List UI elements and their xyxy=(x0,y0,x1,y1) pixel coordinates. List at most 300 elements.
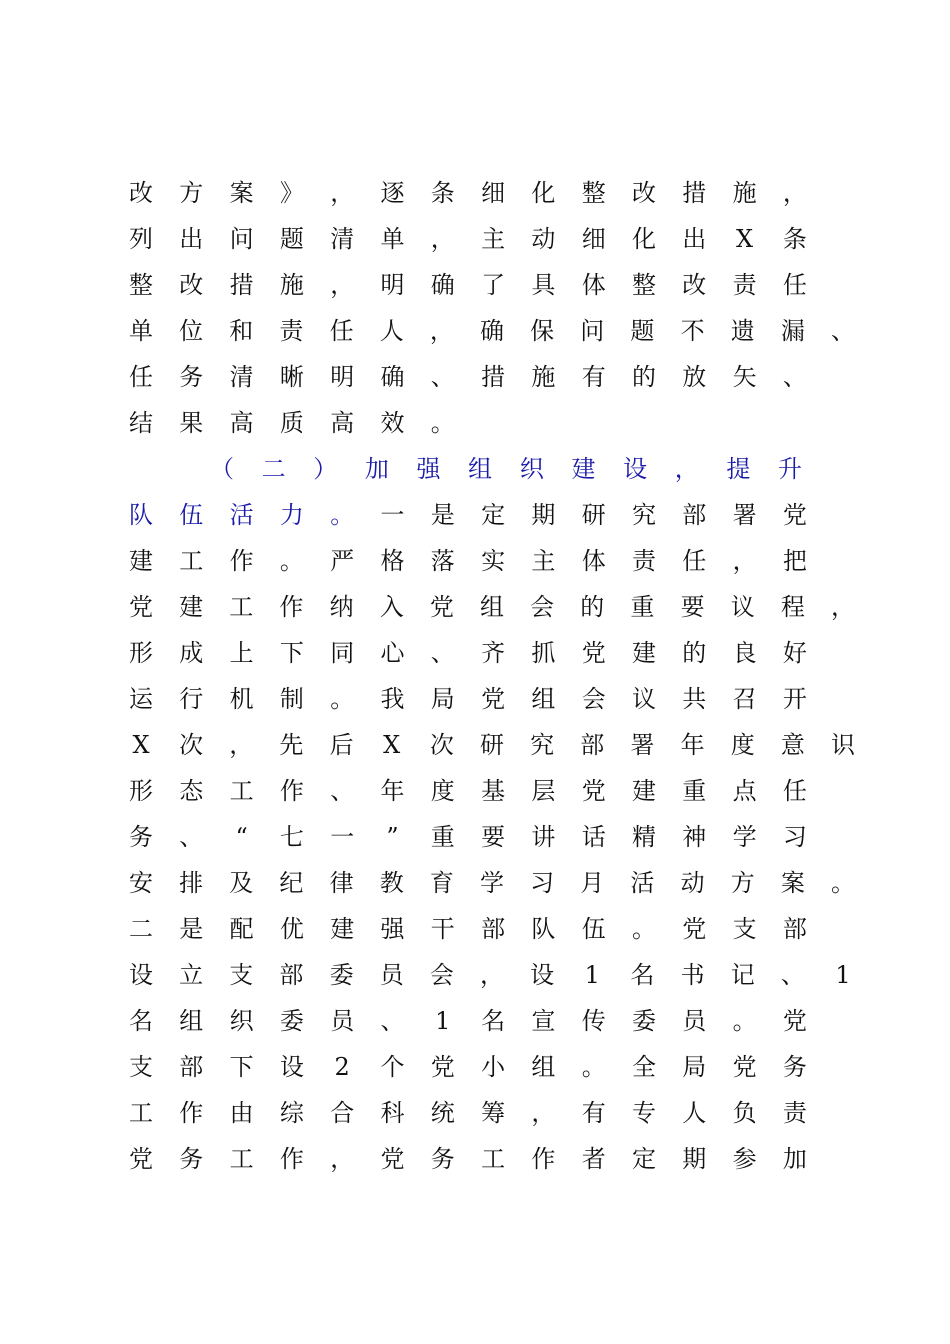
glyph: 施 xyxy=(732,179,757,207)
glyph: 措 xyxy=(481,363,506,391)
glyph: 务 xyxy=(430,1145,455,1173)
glyph: 责 xyxy=(732,271,757,299)
glyph: 态 xyxy=(179,777,204,805)
glyph: 。 xyxy=(632,915,656,943)
glyph: 作 xyxy=(279,1145,304,1173)
glyph: 队 xyxy=(531,915,556,943)
glyph: 学 xyxy=(480,869,504,897)
glyph: 研 xyxy=(480,731,504,759)
glyph: 。 xyxy=(831,869,855,897)
glyph: 高 xyxy=(330,409,355,437)
glyph: 建 xyxy=(330,915,355,943)
glyph: 度 xyxy=(730,731,755,759)
glyph: 工 xyxy=(129,1099,153,1127)
glyph: 好 xyxy=(782,639,807,667)
glyph: 织 xyxy=(229,1007,254,1035)
glyph: 不 xyxy=(680,317,705,345)
glyph: 部 xyxy=(481,915,506,943)
glyph: 工 xyxy=(229,593,254,621)
glyph: 习 xyxy=(530,869,555,897)
glyph: 2 xyxy=(334,1053,350,1081)
glyph: 、 xyxy=(330,777,355,805)
glyph: 严 xyxy=(330,547,355,575)
glyph: 良 xyxy=(732,639,757,667)
glyph: 员 xyxy=(330,1007,355,1035)
text-line xyxy=(0,906,950,952)
glyph: 题 xyxy=(630,317,655,345)
glyph: 综 xyxy=(279,1099,304,1127)
glyph: ， xyxy=(330,1145,355,1173)
glyph: 题 xyxy=(279,225,304,253)
glyph: 统 xyxy=(430,1099,455,1127)
glyph: 委 xyxy=(632,1007,656,1035)
glyph: ， xyxy=(429,317,454,345)
glyph: 部 xyxy=(279,961,304,989)
glyph: 方 xyxy=(179,179,204,207)
glyph: 识 xyxy=(831,731,855,759)
glyph: 究 xyxy=(530,731,555,759)
glyph: 人 xyxy=(682,1099,707,1127)
text-line xyxy=(0,814,950,860)
glyph: 改 xyxy=(682,271,707,299)
glyph: 议 xyxy=(632,685,656,713)
glyph: 位 xyxy=(179,317,204,345)
glyph: 活 xyxy=(229,501,254,529)
glyph: ， xyxy=(831,593,855,621)
glyph: 心 xyxy=(380,639,405,667)
glyph: 由 xyxy=(229,1099,254,1127)
glyph: 月 xyxy=(580,869,605,897)
glyph: 1 xyxy=(584,961,600,989)
glyph: 建 xyxy=(571,455,596,483)
glyph: 强 xyxy=(380,915,405,943)
glyph: 名 xyxy=(481,1007,506,1035)
glyph: 方 xyxy=(730,869,755,897)
glyph: 动 xyxy=(531,225,556,253)
glyph: 责 xyxy=(632,547,656,575)
glyph: 党 xyxy=(430,1053,455,1081)
glyph: 保 xyxy=(530,317,555,345)
glyph: 动 xyxy=(680,869,705,897)
glyph: 重 xyxy=(682,777,707,805)
glyph: 一 xyxy=(330,823,355,851)
glyph: 。 xyxy=(330,685,355,713)
glyph: ， xyxy=(330,271,355,299)
glyph: 案 xyxy=(780,869,805,897)
glyph: 组 xyxy=(480,593,504,621)
glyph: ， xyxy=(531,1099,556,1127)
glyph: 格 xyxy=(380,547,405,575)
glyph: 。 xyxy=(330,501,355,529)
glyph: 。 xyxy=(279,547,304,575)
glyph: 作 xyxy=(279,777,304,805)
glyph: 共 xyxy=(682,685,707,713)
glyph: 专 xyxy=(632,1099,656,1127)
glyph: 优 xyxy=(279,915,304,943)
glyph: 。 xyxy=(732,1007,757,1035)
glyph: 果 xyxy=(179,409,204,437)
glyph: 出 xyxy=(179,225,204,253)
glyph: 组 xyxy=(468,455,493,483)
glyph: 强 xyxy=(416,455,441,483)
glyph: 、 xyxy=(380,1007,405,1035)
glyph: 作 xyxy=(279,593,304,621)
glyph: 建 xyxy=(179,593,204,621)
glyph: 》 xyxy=(279,179,304,207)
glyph: 名 xyxy=(129,1007,153,1035)
glyph: 措 xyxy=(682,179,707,207)
glyph: 机 xyxy=(229,685,254,713)
glyph: 工 xyxy=(229,1145,254,1173)
glyph: 二 xyxy=(261,455,286,483)
glyph: 全 xyxy=(632,1053,656,1081)
glyph: 务 xyxy=(129,823,153,851)
glyph: 改 xyxy=(179,271,204,299)
glyph: 设 xyxy=(530,961,555,989)
glyph: 名 xyxy=(630,961,655,989)
glyph: 精 xyxy=(632,823,656,851)
glyph: 案 xyxy=(229,179,254,207)
glyph: 1 xyxy=(435,1007,451,1035)
glyph: 定 xyxy=(632,1145,656,1173)
glyph: 实 xyxy=(481,547,506,575)
glyph: 会 xyxy=(581,685,606,713)
glyph: 建 xyxy=(632,777,656,805)
glyph: 伍 xyxy=(581,915,606,943)
glyph: 整 xyxy=(632,271,656,299)
glyph: 条 xyxy=(782,225,807,253)
glyph: 二 xyxy=(129,915,153,943)
glyph: 委 xyxy=(279,1007,304,1035)
glyph: 党 xyxy=(782,1007,807,1035)
glyph: 任 xyxy=(782,777,807,805)
glyph: 伍 xyxy=(179,501,204,529)
glyph: 单 xyxy=(129,317,153,345)
glyph: 有 xyxy=(581,1099,606,1127)
glyph: 问 xyxy=(580,317,605,345)
glyph: 措 xyxy=(229,271,254,299)
glyph: 研 xyxy=(581,501,606,529)
glyph: 局 xyxy=(430,685,455,713)
glyph: 程 xyxy=(780,593,805,621)
glyph: 改 xyxy=(129,179,153,207)
glyph: X xyxy=(383,731,401,759)
glyph: 党 xyxy=(429,593,454,621)
text-line xyxy=(0,860,950,906)
glyph: 具 xyxy=(531,271,556,299)
glyph: 合 xyxy=(330,1099,355,1127)
glyph: ， xyxy=(732,547,757,575)
glyph: 度 xyxy=(430,777,455,805)
glyph: 教 xyxy=(379,869,404,897)
glyph: 落 xyxy=(430,547,455,575)
glyph: X xyxy=(132,731,150,759)
text-line xyxy=(0,1136,950,1182)
glyph: 部 xyxy=(782,915,807,943)
glyph: 要 xyxy=(680,593,705,621)
text-line xyxy=(0,1090,950,1136)
glyph: 学 xyxy=(732,823,757,851)
glyph: 高 xyxy=(229,409,254,437)
text-line xyxy=(0,584,950,630)
glyph: 是 xyxy=(430,501,455,529)
glyph: 支 xyxy=(129,1053,153,1081)
glyph: ， xyxy=(782,179,807,207)
glyph: 质 xyxy=(279,409,304,437)
glyph: 传 xyxy=(581,1007,606,1035)
glyph: 。 xyxy=(430,409,455,437)
glyph: 齐 xyxy=(481,639,506,667)
glyph: （ xyxy=(210,455,234,483)
glyph: 抓 xyxy=(531,639,556,667)
glyph: 人 xyxy=(379,317,404,345)
glyph: 化 xyxy=(531,179,556,207)
glyph: 重 xyxy=(430,823,455,851)
glyph: 形 xyxy=(129,777,153,805)
glyph: 纪 xyxy=(279,869,304,897)
glyph: 党 xyxy=(581,777,606,805)
glyph: 细 xyxy=(481,179,506,207)
glyph: 逐 xyxy=(380,179,405,207)
glyph: 整 xyxy=(581,179,606,207)
glyph: 化 xyxy=(632,225,656,253)
glyph: 话 xyxy=(581,823,606,851)
glyph: 改 xyxy=(632,179,656,207)
glyph: 有 xyxy=(581,363,606,391)
glyph: 上 xyxy=(229,639,254,667)
glyph: 确 xyxy=(480,317,504,345)
glyph: 清 xyxy=(229,363,254,391)
glyph: 部 xyxy=(682,501,707,529)
glyph: 排 xyxy=(179,869,204,897)
glyph: 建 xyxy=(129,547,153,575)
glyph: 明 xyxy=(330,363,355,391)
glyph: 会 xyxy=(530,593,555,621)
glyph: 组 xyxy=(531,685,556,713)
glyph: ， xyxy=(430,225,455,253)
glyph: 期 xyxy=(531,501,556,529)
glyph: 责 xyxy=(279,317,304,345)
glyph: 次 xyxy=(179,731,204,759)
glyph: 务 xyxy=(179,1145,204,1173)
text-line xyxy=(0,952,950,998)
glyph: 1 xyxy=(835,961,851,989)
text-line xyxy=(0,630,950,676)
glyph: 确 xyxy=(430,271,455,299)
glyph: 明 xyxy=(380,271,405,299)
glyph: 党 xyxy=(581,639,606,667)
glyph: 责 xyxy=(782,1099,807,1127)
glyph: ， xyxy=(330,179,355,207)
glyph: 、 xyxy=(780,961,805,989)
glyph: 、 xyxy=(430,363,455,391)
glyph: 先 xyxy=(279,731,304,759)
glyph: 漏 xyxy=(780,317,805,345)
glyph: 整 xyxy=(129,271,153,299)
glyph: ， xyxy=(674,455,699,483)
text-line xyxy=(0,538,950,584)
glyph: 加 xyxy=(782,1145,807,1173)
glyph: 务 xyxy=(179,363,204,391)
text-line xyxy=(0,170,950,216)
glyph: 形 xyxy=(129,639,153,667)
glyph: 工 xyxy=(179,547,204,575)
glyph: 清 xyxy=(330,225,355,253)
glyph: 体 xyxy=(581,547,606,575)
glyph: 署 xyxy=(732,501,757,529)
glyph: 个 xyxy=(380,1053,405,1081)
glyph: ， xyxy=(480,961,504,989)
glyph: 点 xyxy=(732,777,757,805)
text-line xyxy=(0,492,950,538)
glyph: 效 xyxy=(380,409,405,437)
glyph: 主 xyxy=(531,547,556,575)
glyph: 队 xyxy=(129,501,153,529)
glyph: 出 xyxy=(682,225,707,253)
glyph: 施 xyxy=(279,271,304,299)
glyph: 后 xyxy=(329,731,354,759)
glyph: 年 xyxy=(380,777,405,805)
glyph: 支 xyxy=(732,915,757,943)
glyph: 宣 xyxy=(531,1007,556,1035)
glyph: 组 xyxy=(179,1007,204,1035)
text-line xyxy=(0,722,950,768)
text-line xyxy=(0,998,950,1044)
glyph: 意 xyxy=(780,731,805,759)
glyph: 任 xyxy=(129,363,153,391)
glyph: 同 xyxy=(330,639,355,667)
glyph: 部 xyxy=(580,731,605,759)
glyph: 安 xyxy=(129,869,153,897)
glyph: 党 xyxy=(682,915,707,943)
glyph: ） xyxy=(313,455,338,483)
glyph: 确 xyxy=(380,363,405,391)
glyph: 记 xyxy=(730,961,755,989)
glyph: 委 xyxy=(329,961,354,989)
glyph: 主 xyxy=(481,225,506,253)
glyph: 、 xyxy=(782,363,807,391)
glyph: 党 xyxy=(481,685,506,713)
glyph: ” xyxy=(386,823,399,851)
glyph: 的 xyxy=(632,363,656,391)
glyph: 我 xyxy=(380,685,405,713)
text-line xyxy=(0,216,950,262)
glyph: 施 xyxy=(531,363,556,391)
glyph: 律 xyxy=(329,869,354,897)
glyph: 提 xyxy=(726,455,751,483)
glyph: 列 xyxy=(129,225,153,253)
glyph: 务 xyxy=(782,1053,807,1081)
glyph: 书 xyxy=(680,961,705,989)
glyph: 讲 xyxy=(531,823,556,851)
glyph: 七 xyxy=(279,823,304,851)
glyph: 的 xyxy=(580,593,605,621)
glyph: 、 xyxy=(831,317,855,345)
glyph: 习 xyxy=(782,823,807,851)
text-line xyxy=(0,768,950,814)
glyph: ， xyxy=(229,731,254,759)
glyph: 议 xyxy=(730,593,755,621)
glyph: 作 xyxy=(179,1099,204,1127)
glyph: 了 xyxy=(481,271,506,299)
glyph: 制 xyxy=(279,685,304,713)
glyph: 下 xyxy=(229,1053,254,1081)
section-heading xyxy=(0,446,950,492)
glyph: 纳 xyxy=(329,593,354,621)
glyph: 工 xyxy=(229,777,254,805)
glyph: 期 xyxy=(682,1145,707,1173)
glyph: 织 xyxy=(519,455,544,483)
glyph: 作 xyxy=(229,547,254,575)
glyph: “ xyxy=(235,823,248,851)
glyph: 、 xyxy=(430,639,455,667)
glyph: 条 xyxy=(430,179,455,207)
glyph: 党 xyxy=(129,593,153,621)
glyph: 问 xyxy=(229,225,254,253)
glyph: 党 xyxy=(380,1145,405,1173)
glyph: 工 xyxy=(481,1145,506,1173)
glyph: 成 xyxy=(179,639,204,667)
glyph: 体 xyxy=(581,271,606,299)
glyph: 基 xyxy=(481,777,506,805)
glyph: 党 xyxy=(782,501,807,529)
glyph: 部 xyxy=(179,1053,204,1081)
glyph: 神 xyxy=(682,823,707,851)
glyph: 行 xyxy=(179,685,204,713)
glyph: 配 xyxy=(229,915,254,943)
glyph: 立 xyxy=(179,961,204,989)
glyph: 细 xyxy=(581,225,606,253)
glyph: 建 xyxy=(632,639,656,667)
text-line xyxy=(0,354,950,400)
glyph: 干 xyxy=(430,915,455,943)
glyph: 参 xyxy=(732,1145,757,1173)
glyph: 。 xyxy=(581,1053,606,1081)
glyph: 育 xyxy=(429,869,454,897)
glyph: 设 xyxy=(129,961,153,989)
glyph: 入 xyxy=(379,593,404,621)
glyph: 结 xyxy=(129,409,153,437)
glyph: 放 xyxy=(682,363,707,391)
glyph: 和 xyxy=(229,317,254,345)
glyph: 员 xyxy=(379,961,404,989)
glyph: 任 xyxy=(329,317,354,345)
glyph: 局 xyxy=(682,1053,707,1081)
glyph: 定 xyxy=(481,501,506,529)
glyph: 支 xyxy=(229,961,254,989)
glyph: 召 xyxy=(732,685,757,713)
glyph: 员 xyxy=(682,1007,707,1035)
glyph: 层 xyxy=(531,777,556,805)
glyph: 下 xyxy=(279,639,304,667)
glyph: 遗 xyxy=(730,317,755,345)
glyph: 设 xyxy=(623,455,648,483)
glyph: 把 xyxy=(782,547,807,575)
glyph: 及 xyxy=(229,869,254,897)
glyph: 署 xyxy=(630,731,655,759)
glyph: 组 xyxy=(531,1053,556,1081)
glyph: 会 xyxy=(429,961,454,989)
glyph: 党 xyxy=(129,1145,153,1173)
glyph: 是 xyxy=(179,915,204,943)
glyph: 、 xyxy=(179,823,204,851)
text-line xyxy=(0,400,950,446)
glyph: 重 xyxy=(630,593,655,621)
glyph: 开 xyxy=(782,685,807,713)
glyph: 运 xyxy=(129,685,153,713)
glyph: 活 xyxy=(630,869,655,897)
glyph: 次 xyxy=(429,731,454,759)
